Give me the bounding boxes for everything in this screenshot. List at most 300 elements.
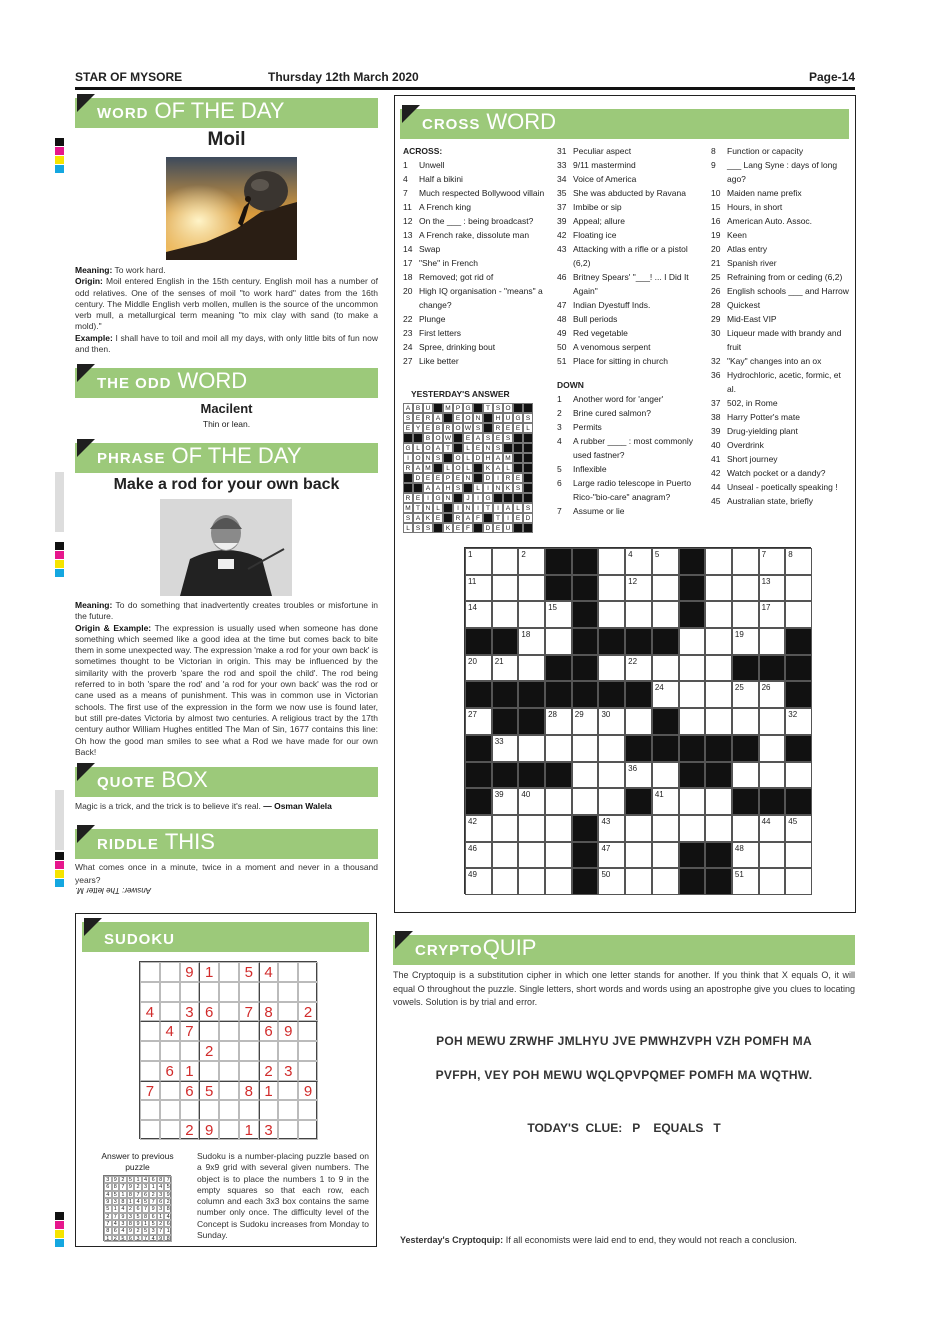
sudoku-empty-cell[interactable] bbox=[278, 1081, 298, 1101]
crossword-cell[interactable] bbox=[598, 548, 625, 575]
answer-cell: A bbox=[503, 503, 513, 513]
crossword-cell[interactable] bbox=[545, 601, 572, 628]
sudoku-empty-cell[interactable] bbox=[140, 962, 160, 982]
sudoku-given-cell[interactable]: 3 bbox=[259, 1120, 279, 1140]
crossword-cell[interactable] bbox=[572, 708, 599, 735]
answer-cell: E bbox=[453, 413, 463, 423]
clue-text: Assume or lie bbox=[573, 506, 625, 516]
cryptoquip-line-1: POH MEWU ZRWHF JMLHYU JVE PMWHZVPH VZH POMFH MA bbox=[436, 1034, 812, 1048]
answer-cell: O bbox=[433, 433, 443, 443]
sudoku-given-cell[interactable]: 6 bbox=[259, 1021, 279, 1041]
crossword-cell[interactable] bbox=[652, 681, 679, 708]
crossword-cell[interactable] bbox=[465, 868, 492, 895]
answer-digit: 7 bbox=[104, 1220, 112, 1227]
sudoku-empty-cell[interactable] bbox=[298, 1041, 318, 1061]
crossword-cell[interactable] bbox=[679, 681, 706, 708]
crossword-cell[interactable] bbox=[759, 708, 786, 735]
answer-block bbox=[523, 403, 533, 413]
sudoku-given-cell[interactable]: 2 bbox=[259, 1061, 279, 1081]
crossword-cell[interactable] bbox=[759, 842, 786, 869]
clue-number: 4 bbox=[403, 174, 408, 184]
crossword-cell[interactable] bbox=[598, 842, 625, 869]
sudoku-empty-cell[interactable] bbox=[140, 1100, 160, 1120]
sudoku-given-cell[interactable]: 3 bbox=[278, 1061, 298, 1081]
crossword-cell[interactable] bbox=[652, 868, 679, 895]
crossword-block bbox=[465, 762, 492, 789]
phrase-body: Meaning: To do something that inadvertently creates troubles or misfortune in the future. Origin & Example: The expression is usually used when someone has done something which seemed like a good idea at the time but comes back to bite them in some unexpected way. The expression 'make a rod for your own back' is sometimes thought to be Victorian in origin. This may be influenced by the similarity with the proverb 'spare the rod and spoil the child'. The rod being referred to in both 'spare the rod' and 'a rod for your own back' was the rod or cane used as a means of punishment. This was in common use in Victorian schools. The first use of the expression in the form we now use is found later, but still pre-dates Victoria by almost two centuries. A religious tract by the 17th century author William Hughes entitled The Man of Sin, 1677 contains this line: Oh how the good man smiles to see what a Rod we have made for our own Back! bbox=[75, 600, 378, 757]
sudoku-given-cell[interactable]: 9 bbox=[199, 1120, 219, 1140]
answer-cell: E bbox=[503, 423, 513, 433]
answer-digit: 3 bbox=[104, 1176, 112, 1183]
crossword-cell[interactable] bbox=[785, 868, 812, 895]
crossword-block bbox=[759, 655, 786, 682]
answer-block bbox=[473, 473, 483, 483]
answer-block bbox=[523, 443, 533, 453]
crossword-cell[interactable] bbox=[785, 575, 812, 602]
answer-block bbox=[513, 453, 523, 463]
clue-number: 43 bbox=[557, 244, 567, 254]
sudoku-empty-cell[interactable] bbox=[140, 982, 160, 1002]
crossword-cell[interactable] bbox=[785, 601, 812, 628]
cell-number: 17 bbox=[761, 603, 771, 613]
sudoku-given-cell[interactable]: 2 bbox=[199, 1041, 219, 1061]
sudoku-empty-cell[interactable] bbox=[219, 1100, 239, 1120]
clue-text: High IQ organisation - "means" a change? bbox=[419, 286, 543, 310]
crossword-cell[interactable] bbox=[572, 735, 599, 762]
crossword-cell[interactable] bbox=[492, 575, 519, 602]
answer-digit: 3 bbox=[157, 1191, 165, 1198]
answer-block bbox=[523, 453, 533, 463]
crossword-cell[interactable] bbox=[545, 815, 572, 842]
crossword-cell[interactable] bbox=[785, 842, 812, 869]
crossword-cell[interactable] bbox=[598, 762, 625, 789]
sudoku-given-cell[interactable]: 7 bbox=[239, 1002, 259, 1022]
crossword-cell[interactable] bbox=[705, 815, 732, 842]
crossword-cell[interactable] bbox=[518, 815, 545, 842]
across-clue-13 bbox=[403, 228, 549, 242]
sudoku-empty-cell[interactable] bbox=[278, 962, 298, 982]
answer-cell: G bbox=[403, 443, 413, 453]
clue-number: 47 bbox=[557, 300, 567, 310]
sudoku-given-cell[interactable]: 8 bbox=[259, 1002, 279, 1022]
crossword-cell[interactable] bbox=[705, 681, 732, 708]
crossword-cell[interactable] bbox=[545, 868, 572, 895]
sudoku-empty-cell[interactable] bbox=[278, 1120, 298, 1140]
clue-text: Spanish river bbox=[727, 258, 777, 268]
answer-block bbox=[443, 413, 453, 423]
answer-block bbox=[443, 503, 453, 513]
sudoku-empty-cell[interactable] bbox=[199, 1021, 219, 1041]
crossword-cell[interactable] bbox=[492, 548, 519, 575]
sudoku-empty-cell[interactable] bbox=[239, 1021, 259, 1041]
answer-digit: 7 bbox=[164, 1176, 172, 1183]
sudoku-empty-cell[interactable] bbox=[160, 1041, 180, 1061]
crossword-cell[interactable] bbox=[785, 762, 812, 789]
crossword-cell[interactable] bbox=[465, 815, 492, 842]
answer-digit: 8 bbox=[164, 1235, 172, 1242]
crossword-cell[interactable] bbox=[652, 548, 679, 575]
crossword-cell[interactable] bbox=[518, 601, 545, 628]
sudoku-given-cell[interactable]: 7 bbox=[140, 1081, 160, 1101]
crossword-cell[interactable] bbox=[679, 655, 706, 682]
crossword-cell[interactable] bbox=[625, 708, 652, 735]
crossword-cell[interactable] bbox=[465, 842, 492, 869]
answer-digit: 9 bbox=[157, 1235, 165, 1242]
sudoku-description: Sudoku is a number-placing puzzle based on a 9x9 grid with several given numbers. The object is to place the numbers 1 to 9 in the empty squares so that each row, each column and each 3x3 box contains the same number only once. The difficulty level of the Concept is Sudoku increases from Monday to Sunday. bbox=[197, 1151, 369, 1241]
crossword-cell[interactable] bbox=[492, 842, 519, 869]
sudoku-given-cell[interactable]: 6 bbox=[180, 1081, 200, 1101]
answer-digit: 1 bbox=[142, 1220, 150, 1227]
crossword-cell[interactable] bbox=[705, 548, 732, 575]
sudoku-given-cell[interactable]: 1 bbox=[239, 1120, 259, 1140]
crossword-cell[interactable] bbox=[598, 708, 625, 735]
crossword-cell[interactable] bbox=[518, 868, 545, 895]
sudoku-empty-cell[interactable] bbox=[239, 1061, 259, 1081]
phrase-title: Make a rod for your own back bbox=[113, 476, 340, 493]
crossword-cell[interactable] bbox=[625, 842, 652, 869]
crossword-cell[interactable] bbox=[572, 762, 599, 789]
answer-block bbox=[473, 403, 483, 413]
answer-block bbox=[413, 433, 423, 443]
answer-cell: T bbox=[493, 513, 503, 523]
crossword-cell[interactable] bbox=[545, 628, 572, 655]
sudoku-empty-cell[interactable] bbox=[160, 982, 180, 1002]
sudoku-given-cell[interactable]: 3 bbox=[180, 1002, 200, 1022]
sudoku-empty-cell[interactable] bbox=[278, 982, 298, 1002]
cell-number: 19 bbox=[734, 630, 744, 640]
answer-digit: 2 bbox=[112, 1235, 120, 1242]
crossword-cell[interactable] bbox=[625, 548, 652, 575]
sudoku-given-cell[interactable]: 2 bbox=[180, 1120, 200, 1140]
sudoku-given-cell[interactable]: 4 bbox=[259, 962, 279, 982]
crossword-cell[interactable] bbox=[625, 655, 652, 682]
crossword-cell[interactable] bbox=[785, 548, 812, 575]
crossword-cell[interactable] bbox=[732, 708, 759, 735]
answer-cell: N bbox=[423, 453, 433, 463]
clue-text: Mid-East VIP bbox=[727, 314, 777, 324]
crossword-cell[interactable] bbox=[545, 708, 572, 735]
crossword-cell[interactable] bbox=[492, 868, 519, 895]
sudoku-empty-cell[interactable] bbox=[298, 1100, 318, 1120]
crossword-cell[interactable] bbox=[759, 762, 786, 789]
down-clue-19 bbox=[711, 228, 851, 242]
crossword-cell[interactable] bbox=[465, 548, 492, 575]
sudoku-given-cell[interactable]: 4 bbox=[160, 1021, 180, 1041]
crossword-cell[interactable] bbox=[732, 815, 759, 842]
sudoku-given-cell[interactable]: 7 bbox=[180, 1021, 200, 1041]
crossword-cell[interactable] bbox=[705, 655, 732, 682]
crossword-cell[interactable] bbox=[518, 788, 545, 815]
clue-number: 11 bbox=[403, 202, 412, 212]
crossword-cell[interactable] bbox=[732, 681, 759, 708]
across-clue-51 bbox=[557, 354, 705, 368]
crossword-cell[interactable] bbox=[518, 842, 545, 869]
crossword-cell[interactable] bbox=[545, 788, 572, 815]
answer-cell: I bbox=[453, 503, 463, 513]
sudoku-empty-cell[interactable] bbox=[160, 1120, 180, 1140]
sudoku-given-cell[interactable]: 9 bbox=[298, 1081, 318, 1101]
crossword-cell[interactable] bbox=[705, 788, 732, 815]
crossword-cell[interactable] bbox=[465, 655, 492, 682]
clue-text: Large radio telescope in Puerto Rico-"bio-care" anagram? bbox=[573, 478, 692, 502]
sudoku-empty-cell[interactable] bbox=[219, 982, 239, 1002]
across-clue-20 bbox=[403, 284, 549, 312]
cell-number: 15 bbox=[548, 603, 557, 613]
crossword-block bbox=[679, 601, 706, 628]
crossword-cell[interactable] bbox=[732, 575, 759, 602]
sudoku-given-cell[interactable]: 1 bbox=[199, 962, 219, 982]
crossword-block bbox=[465, 788, 492, 815]
sudoku-empty-cell[interactable] bbox=[298, 1021, 318, 1041]
answer-digit: 9 bbox=[134, 1220, 142, 1227]
crossword-cell[interactable] bbox=[518, 575, 545, 602]
crossword-cell[interactable] bbox=[625, 815, 652, 842]
clue-number: 6 bbox=[557, 478, 562, 488]
sudoku-empty-cell[interactable] bbox=[278, 1100, 298, 1120]
answer-cell: I bbox=[473, 503, 483, 513]
crossword-bar: CROSS WORD bbox=[400, 109, 849, 139]
answer-digit: 2 bbox=[134, 1183, 142, 1190]
crossword-block bbox=[545, 575, 572, 602]
answer-block bbox=[513, 433, 523, 443]
sudoku-empty-cell[interactable] bbox=[239, 1100, 259, 1120]
sudoku-given-cell[interactable]: 9 bbox=[278, 1021, 298, 1041]
sudoku-empty-cell[interactable] bbox=[239, 982, 259, 1002]
sudoku-empty-cell[interactable] bbox=[298, 1061, 318, 1081]
sudoku-empty-cell[interactable] bbox=[140, 1041, 160, 1061]
sudoku-empty-cell[interactable] bbox=[278, 1041, 298, 1061]
crossword-cell[interactable] bbox=[625, 762, 652, 789]
clue-text: Refraining from or ceding (6,2) bbox=[727, 272, 843, 282]
answer-cell: B bbox=[413, 403, 423, 413]
sudoku-empty-cell[interactable] bbox=[160, 1100, 180, 1120]
across-clue-11 bbox=[403, 200, 549, 214]
answer-cell: E bbox=[513, 513, 523, 523]
sudoku-empty-cell[interactable] bbox=[140, 1120, 160, 1140]
clue-number: 8 bbox=[711, 146, 716, 156]
crossword-cell[interactable] bbox=[518, 735, 545, 762]
across-clue-31 bbox=[557, 144, 705, 158]
clue-number: 1 bbox=[403, 160, 408, 170]
sudoku-given-cell[interactable]: 4 bbox=[140, 1002, 160, 1022]
crossword-cell[interactable] bbox=[572, 788, 599, 815]
crossword-cell[interactable] bbox=[625, 575, 652, 602]
answer-cell: N bbox=[463, 473, 473, 483]
crossword-cell[interactable] bbox=[732, 628, 759, 655]
sudoku-empty-cell[interactable] bbox=[219, 1021, 239, 1041]
sudoku-grid[interactable] bbox=[139, 961, 317, 1139]
answer-digit: 5 bbox=[127, 1176, 135, 1183]
sudoku-given-cell[interactable]: 1 bbox=[259, 1081, 279, 1101]
crossword-cell[interactable] bbox=[598, 735, 625, 762]
crossword-cell[interactable] bbox=[652, 788, 679, 815]
answer-cell: L bbox=[463, 453, 473, 463]
crossword-cell[interactable] bbox=[545, 842, 572, 869]
sudoku-empty-cell[interactable] bbox=[219, 1081, 239, 1101]
crossword-cell[interactable] bbox=[705, 601, 732, 628]
cell-number: 49 bbox=[468, 870, 477, 880]
crossword-cell[interactable] bbox=[732, 548, 759, 575]
sudoku-empty-cell[interactable] bbox=[180, 1041, 200, 1061]
answer-cell: O bbox=[463, 413, 473, 423]
sudoku-bar: SUDOKU bbox=[82, 922, 369, 952]
sudoku-given-cell[interactable]: 6 bbox=[160, 1061, 180, 1081]
crossword-cell[interactable] bbox=[679, 628, 706, 655]
sudoku-empty-cell[interactable] bbox=[239, 1041, 259, 1061]
sudoku-empty-cell[interactable] bbox=[180, 982, 200, 1002]
crossword-cell[interactable] bbox=[652, 815, 679, 842]
crossword-cell[interactable] bbox=[759, 575, 786, 602]
answer-block bbox=[523, 483, 533, 493]
sudoku-given-cell[interactable]: 2 bbox=[298, 1002, 318, 1022]
sudoku-empty-cell[interactable] bbox=[140, 1061, 160, 1081]
cell-number: 47 bbox=[601, 843, 611, 853]
crossword-cell[interactable] bbox=[652, 601, 679, 628]
sudoku-empty-cell[interactable] bbox=[259, 982, 279, 1002]
crossword-cell[interactable] bbox=[465, 601, 492, 628]
crossword-cell[interactable] bbox=[625, 601, 652, 628]
answer-cell: E bbox=[433, 513, 443, 523]
crossword-cell[interactable] bbox=[492, 735, 519, 762]
answer-cell: B bbox=[433, 423, 443, 433]
answer-cell: S bbox=[493, 443, 503, 453]
sudoku-empty-cell[interactable] bbox=[259, 1041, 279, 1061]
crossword-cell[interactable] bbox=[518, 628, 545, 655]
answer-digit: 4 bbox=[134, 1198, 142, 1205]
crossword-cell[interactable] bbox=[465, 575, 492, 602]
crossword-block bbox=[572, 655, 599, 682]
cell-number: 1 bbox=[468, 550, 473, 559]
crossword-cell[interactable] bbox=[705, 708, 732, 735]
crossword-grid[interactable] bbox=[464, 547, 811, 894]
sudoku-empty-cell[interactable] bbox=[219, 1120, 239, 1140]
page-number: Page-14 bbox=[808, 70, 855, 84]
crossword-cell[interactable] bbox=[759, 868, 786, 895]
sudoku-given-cell[interactable]: 5 bbox=[239, 962, 259, 982]
crossword-cell[interactable] bbox=[465, 708, 492, 735]
crossword-cell[interactable] bbox=[652, 762, 679, 789]
sudoku-empty-cell[interactable] bbox=[219, 1002, 239, 1022]
crossword-cell[interactable] bbox=[598, 601, 625, 628]
sudoku-given-cell[interactable]: 1 bbox=[180, 1061, 200, 1081]
clue-text: Like better bbox=[419, 356, 459, 366]
answer-digit: 9 bbox=[149, 1205, 157, 1212]
crossword-cell[interactable] bbox=[545, 735, 572, 762]
clue-number: 33 bbox=[557, 160, 567, 170]
sudoku-empty-cell[interactable] bbox=[180, 1100, 200, 1120]
sudoku-empty-cell[interactable] bbox=[219, 1041, 239, 1061]
crossword-cell[interactable] bbox=[518, 548, 545, 575]
crossword-cell[interactable] bbox=[759, 815, 786, 842]
across-clue-34 bbox=[557, 172, 705, 186]
crossword-cell[interactable] bbox=[759, 601, 786, 628]
clue-number: 48 bbox=[557, 314, 567, 324]
answer-cell: S bbox=[523, 413, 533, 423]
down-clue-20 bbox=[711, 242, 851, 256]
sudoku-given-cell[interactable]: 9 bbox=[180, 962, 200, 982]
crossword-cell[interactable] bbox=[732, 601, 759, 628]
crossword-cell[interactable] bbox=[679, 788, 706, 815]
clue-number: 3 bbox=[557, 422, 562, 432]
crossword-cell[interactable] bbox=[705, 575, 732, 602]
crossword-cell[interactable] bbox=[732, 868, 759, 895]
clue-number: 27 bbox=[403, 356, 413, 366]
answer-cell: M bbox=[423, 463, 433, 473]
answer-cell: O bbox=[453, 463, 463, 473]
sudoku-given-cell[interactable]: 5 bbox=[199, 1081, 219, 1101]
cryptoquip-clue: TODAY'S CLUE: P EQUALS T bbox=[527, 1121, 721, 1135]
crossword-cell[interactable] bbox=[759, 548, 786, 575]
crossword-cell[interactable] bbox=[785, 815, 812, 842]
crossword-cell[interactable] bbox=[518, 655, 545, 682]
crossword-cell[interactable] bbox=[732, 762, 759, 789]
sudoku-given-cell[interactable]: 8 bbox=[239, 1081, 259, 1101]
crossword-cell[interactable] bbox=[598, 655, 625, 682]
crossword-cell[interactable] bbox=[652, 842, 679, 869]
crossword-cell[interactable] bbox=[785, 708, 812, 735]
sudoku-empty-cell[interactable] bbox=[199, 982, 219, 1002]
crossword-cell[interactable] bbox=[625, 868, 652, 895]
crossword-cell[interactable] bbox=[652, 575, 679, 602]
sudoku-empty-cell[interactable] bbox=[219, 962, 239, 982]
sudoku-empty-cell[interactable] bbox=[160, 1002, 180, 1022]
answer-digit: 6 bbox=[127, 1235, 135, 1242]
sudoku-empty-cell[interactable] bbox=[298, 1120, 318, 1140]
crossword-cell[interactable] bbox=[598, 575, 625, 602]
sudoku-empty-cell[interactable] bbox=[160, 962, 180, 982]
sudoku-empty-cell[interactable] bbox=[298, 962, 318, 982]
sudoku-empty-cell[interactable] bbox=[259, 1100, 279, 1120]
crossword-cell[interactable] bbox=[759, 628, 786, 655]
clue-number: 5 bbox=[557, 464, 562, 474]
crossword-cell[interactable] bbox=[492, 655, 519, 682]
clue-text: Place for sitting in church bbox=[573, 356, 668, 366]
cell-number: 5 bbox=[654, 550, 660, 559]
crossword-cell[interactable] bbox=[759, 681, 786, 708]
sudoku-empty-cell[interactable] bbox=[140, 1021, 160, 1041]
sudoku-given-cell[interactable]: 6 bbox=[199, 1002, 219, 1022]
crossword-cell[interactable] bbox=[598, 868, 625, 895]
clue-number: 24 bbox=[403, 342, 413, 352]
cell-number: 36 bbox=[628, 763, 638, 773]
sudoku-empty-cell[interactable] bbox=[199, 1061, 219, 1081]
crossword-block bbox=[518, 681, 545, 708]
crossword-block bbox=[732, 788, 759, 815]
crossword-cell[interactable] bbox=[492, 601, 519, 628]
sudoku-empty-cell[interactable] bbox=[160, 1081, 180, 1101]
sudoku-empty-cell[interactable] bbox=[278, 1002, 298, 1022]
crossword-cell[interactable] bbox=[652, 655, 679, 682]
crossword-cell[interactable] bbox=[679, 815, 706, 842]
answer-digit: 7 bbox=[149, 1198, 157, 1205]
crossword-cell[interactable] bbox=[705, 628, 732, 655]
crossword-block bbox=[625, 628, 652, 655]
crossword-cell[interactable] bbox=[679, 708, 706, 735]
sudoku-empty-cell[interactable] bbox=[199, 1100, 219, 1120]
crossword-cell[interactable] bbox=[492, 788, 519, 815]
answer-cell: L bbox=[443, 463, 453, 473]
crossword-cell[interactable] bbox=[598, 815, 625, 842]
crossword-cell[interactable] bbox=[732, 842, 759, 869]
crossword-cell[interactable] bbox=[759, 735, 786, 762]
crossword-block bbox=[492, 681, 519, 708]
crossword-cell[interactable] bbox=[598, 788, 625, 815]
sudoku-empty-cell[interactable] bbox=[219, 1061, 239, 1081]
answer-digit: 4 bbox=[142, 1176, 150, 1183]
sudoku-empty-cell[interactable] bbox=[298, 982, 318, 1002]
answer-cell: U bbox=[503, 523, 513, 533]
crossword-cell[interactable] bbox=[492, 815, 519, 842]
